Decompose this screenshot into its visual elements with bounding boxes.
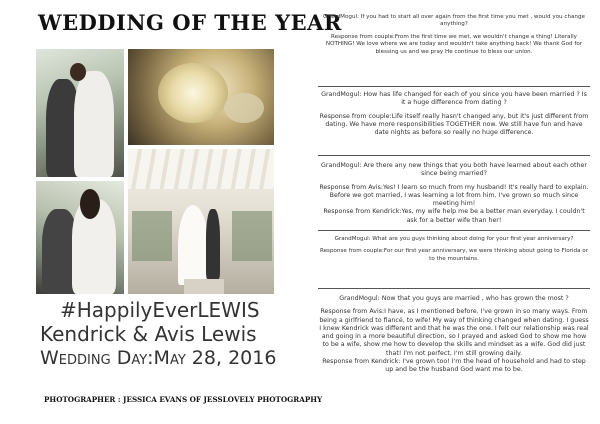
interview-section-3: [318, 162, 590, 225]
section-divider: [318, 230, 590, 231]
interview-section-2: [318, 91, 590, 137]
response-text: Response from couple:For our first year anniversary, we were thinking about going to Florida or to the mountains.: [319, 248, 589, 262]
photo-bouquet: [128, 49, 274, 145]
interview-panel: [318, 14, 590, 414]
photo-collage: [36, 49, 274, 294]
question-text: GrandMogul: If you had to start all over again from the first time you met , would you change anything?: [323, 14, 585, 28]
response-text-2: Response from Kendrick: I've grown too! I'm the head of household and had to step up and be the husband God want me to be.: [322, 358, 586, 374]
interview-section-5: [318, 295, 590, 375]
question-text: GrandMogul: Now that you guys are married , who has grown the most ?: [339, 295, 569, 302]
couple-names: Kendrick & Avis Lewis: [40, 322, 257, 346]
response-text: Response from Avis:I have, as I mentioned before. I've grown in so many ways. From being a girlfriend to fiancé, to wife! My way of thinking changed when dating. I guess I knew Kendrick was different and that he was the one. I felt our relationship was real and going in a more beautiful direction, so I prayed and asked God to show me how to be a wife, show me how to develop the skills and mindset as a wife. God did just that! I'm not perfect, I'm still growing daily.: [319, 308, 589, 357]
response-text: Response from Avis:Yes! I learn so much from my husband! It's really hard to explain. Before we got married, I was learning a lot from him. I've grown so much since meeting him!: [319, 183, 589, 208]
photo-couple-dancing: [36, 49, 124, 177]
photo-wedding-aisle: [128, 149, 274, 294]
section-divider: [318, 288, 590, 289]
photo-couple-embrace: [36, 181, 124, 294]
question-text: GrandMogul: What are you guys thinking about doing for your first year anniversary?: [334, 236, 574, 242]
hashtag: #HappilyEverLEWIS: [60, 298, 260, 322]
question-text: GrandMogul: How has life changed for each of you since you have been married ? Is it a huge difference from dating ?: [321, 91, 587, 107]
photographer-credit: PHOTOGRAPHER : JESSICA EVANS OF JESSLOVELY PHOTOGRAPHY: [44, 395, 323, 404]
interview-section-4: [318, 236, 590, 263]
section-divider: [318, 86, 590, 87]
response-text-2: Response from Kendrick:Yes, my wife help me be a better man everyday. I couldn't ask for a better wife than her!: [323, 208, 585, 224]
question-text: GrandMogul: Are there any new things that you both have learned about each other since being married?: [321, 162, 587, 178]
response-text: Response from couple:Life itself really hasn't changed any, but it's just different from dating. We have more responsibilities TOGETHER now. We still have fun and have date nights as before so really no huge difference.: [319, 112, 589, 137]
interview-section-1: [318, 14, 590, 56]
wedding-date: Wedding Day:May 28, 2016: [40, 347, 277, 369]
section-divider: [318, 155, 590, 156]
page-title: WEDDING OF THE YEAR: [38, 10, 342, 35]
response-text: Response from couple:From the first time we met, we wouldn't change a thing! Literally NOTHING! We love where we are today and wouldn't take anything back! We thank God for blessing us and we pray He continue to bless our union.: [325, 33, 583, 55]
